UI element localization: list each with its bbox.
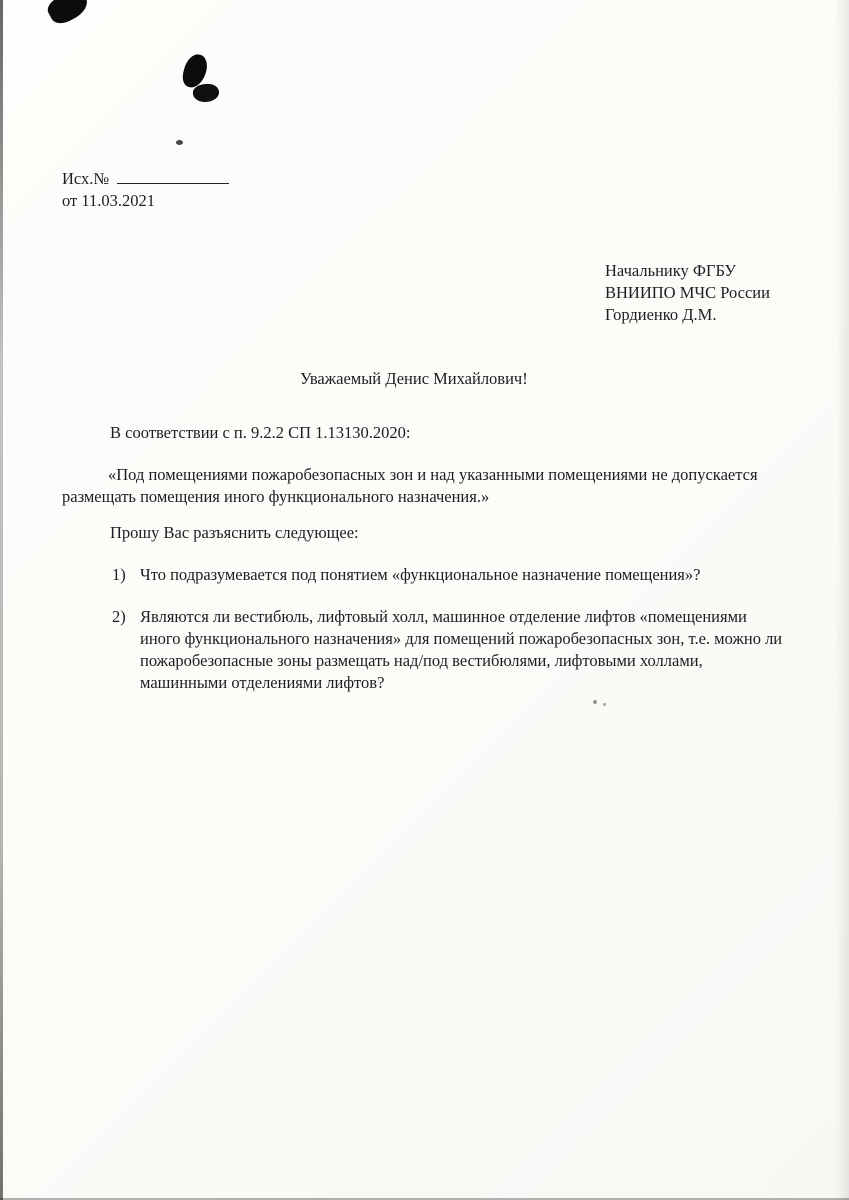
outgoing-number-blank-line [117, 169, 229, 184]
scan-artifact-speck [176, 140, 183, 145]
paragraph-intro: В соответствии с п. 9.2.2 СП 1.13130.2020: [110, 423, 411, 442]
recipient-line: Гордиенко Д.М. [605, 305, 717, 324]
outgoing-date: от 11.03.2021 [62, 191, 156, 210]
scan-artifact-speck [593, 700, 597, 704]
list-item [62, 606, 791, 694]
recipient-block [605, 260, 791, 326]
paragraph-request: Прошу Вас разъяснить следующее: [110, 523, 359, 542]
scan-artifact-speck [603, 703, 606, 706]
question-list [62, 564, 791, 694]
recipient-line: ВНИИПО МЧС России [605, 283, 770, 302]
scan-artifact-corner-mark [44, 0, 92, 28]
outgoing-number-label: Исх.№ [62, 169, 110, 188]
scan-artifact-left-edge [0, 0, 3, 1200]
list-item-number: 2) [112, 607, 126, 626]
list-item-text: Являются ли вестибюль, лифтовый холл, машинное отделение лифтов «помещениями иного функционального назначения» для помещений пожаробезопасных зон, т.е. можно ли пожаробезопасные зоны размещать над/под вестибюлями, лифтовыми холлами, машинными отделениями лифтов? [140, 607, 783, 692]
list-item-number: 1) [112, 565, 126, 584]
list-item-text: Что подразумевается под понятием «функциональное назначение помещения»? [140, 565, 701, 584]
salutation: Уважаемый Денис Михайлович! [300, 369, 528, 388]
outgoing-block [62, 168, 791, 212]
scan-artifact-right-shade [835, 0, 849, 1200]
list-item [62, 564, 791, 586]
letter-content [62, 168, 791, 694]
paragraph-quote: «Под помещениями пожаробезопасных зон и над указанными помещениями не допускается размещать помещения иного функционального назначения.» [62, 465, 758, 506]
recipient-line: Начальнику ФГБУ [605, 261, 737, 280]
